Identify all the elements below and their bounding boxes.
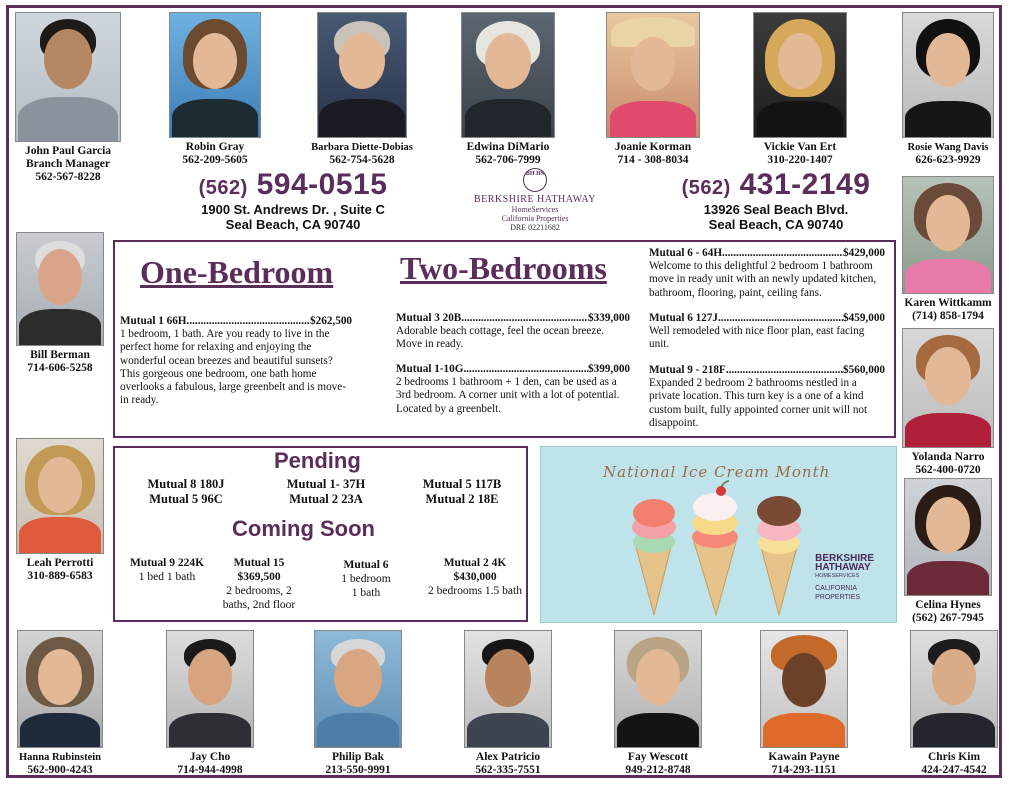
agent-name: Edwina DiMario [466,141,550,153]
agent-card [896,12,1000,167]
agent-photo [166,630,254,748]
agent-name: Rosie Wang Davis [907,142,989,153]
agent-name: Barbara Diette-Dobias [311,142,413,153]
agent-photo [464,630,552,748]
agent-card [610,630,706,777]
agent-photo [614,630,702,748]
listing-description: 2 bedrooms 1 bathroom + 1 den, can be used as a 3rd bedroom. A corner unit with a lot of potential. Located by a greenbelt. [396,376,620,415]
ad-brand-line: BERKSHIRE [815,553,874,564]
agent-phone[interactable]: 562-706-7999 [475,154,541,166]
agent-card [602,12,704,167]
agent-card [896,176,1000,323]
listing-unit: Mutual 9 - 218F [649,364,726,376]
agent-phone[interactable]: 310-889-6583 [27,570,93,582]
coming-soon-item[interactable] [328,558,404,600]
agent-phone[interactable]: 213-550-9991 [325,764,391,776]
coming-soon-desc: 2 bedrooms, 2 baths, 2nd floor [222,585,296,611]
agent-photo [753,12,847,138]
listing[interactable] [649,364,885,430]
agent-name: Chris Kim [927,751,981,763]
agent-name: Karen Wittkamm [904,297,992,309]
logo-name: BERKSHIRE HATHAWAY [473,194,596,205]
agent-card [10,630,110,777]
office-address: 13926 Seal Beach Blvd. [703,202,849,217]
pending-heading: Pending [274,448,361,473]
agent-name: Robin Gray [185,141,245,153]
agent-photo [606,12,700,138]
office-area-code: (562) [681,177,731,199]
coming-soon-price: $430,000 [453,571,497,583]
coming-soon-unit: Mutual 2 4K [443,557,507,569]
agent-photo [314,630,402,748]
agent-photo [760,630,848,748]
agent-phone[interactable]: 714-606-5258 [27,362,93,374]
agent-photo [902,328,994,448]
agent-phone[interactable]: 562-335-7551 [475,764,541,776]
office-2 [662,168,890,232]
agent-name: Bill Berman [30,349,90,361]
logo-seal: BH HS [523,168,547,192]
coming-soon-item[interactable] [124,556,210,584]
agent-card [162,630,258,777]
agent-phone[interactable]: 562-209-5605 [182,154,248,166]
agent-photo [461,12,555,138]
ad-brand-logo [815,554,874,602]
agent-phone[interactable]: (562) 267-7945 [912,612,984,624]
office-phone[interactable]: 594-0515 [256,168,388,201]
listing-price: $262,500 [310,315,352,327]
agent-phone[interactable]: 626-623-9929 [915,154,981,166]
logo-dre: DRE 02211682 [510,223,560,232]
agent-name: Alex Patricio [475,751,541,763]
coming-soon-desc: 2 bedrooms 1.5 bath [428,585,522,597]
agent-phone[interactable]: 562-400-0720 [915,464,981,476]
one-bedroom-heading: One-Bedroom [140,254,334,290]
office-area-code: (562) [198,177,248,199]
listing-unit: Mutual 1 66H [120,315,187,327]
listing-description: Well remodeled with nice floor plan, east facing unit. [649,325,865,351]
agent-card [460,630,556,777]
agent-name: Leah Perrotti [26,557,94,569]
agent-name: Kawain Payne [768,751,840,763]
agent-card [756,630,852,777]
agent-name: Fay Wescott [627,751,689,763]
pending-item[interactable]: Mutual 5 96C [149,492,223,506]
listing-unit: Mutual 3 20B [396,312,462,324]
pending-column [130,477,242,507]
pending-column [406,477,518,507]
ad-brand-line: PROPERTIES [815,594,861,601]
brand-logo [460,168,610,232]
agent-card [906,630,1002,777]
agent-photo [317,12,407,138]
coming-soon-heading: Coming Soon [232,516,375,541]
agent-photo [169,12,261,138]
agent-card [164,12,266,167]
agent-name: Hanna Rubinstein [19,752,101,763]
agent-phone[interactable]: 562-567-8228 [35,171,101,183]
office-phone[interactable]: 431-2149 [739,168,871,201]
two-bedrooms-heading: Two-Bedrooms [400,250,607,286]
listing-unit: Mutual 1-10G [396,363,464,375]
ad-title: National Ice Cream Month [603,463,831,481]
ad-brand-line: HATHAWAY [815,562,871,573]
agent-card [896,328,1000,477]
office-city: Seal Beach, CA 90740 [708,217,844,232]
logo-sub: California Properties [501,214,569,223]
listing[interactable] [120,315,352,407]
agent-name: Vickie Van Ert [763,141,837,153]
agent-phone[interactable]: 310-220-1407 [767,154,833,166]
agent-phone[interactable]: 562-900-4243 [27,764,93,776]
listing-price: $429,000 [843,247,885,259]
agent-name: Celina Hynes [915,599,981,611]
agent-phone[interactable]: 424-247-4542 [921,764,987,776]
ad-brand-line: HOMESERVICES [815,573,860,579]
listing[interactable] [649,312,885,352]
coming-soon-desc: 1 bed 1 bath [138,571,196,583]
office-1 [188,168,398,232]
agent-photo [16,232,104,346]
listing-description: Adorable beach cottage, feel the ocean breeze. Move in ready. [396,325,605,351]
pending-item[interactable]: Mutual 2 18E [425,492,499,506]
listing-price: $399,000 [588,363,630,375]
agent-name: Yolanda Narro [911,451,985,463]
agent-phone[interactable]: 949-212-8748 [625,764,691,776]
pending-item[interactable]: Mutual 8 180J [147,477,225,491]
agent-name: Joanie Korman [614,141,692,153]
coming-soon-desc: 1 bedroom 1 bath [341,573,391,599]
agent-title: Branch Manager [25,158,110,170]
logo-sub: HomeServices [511,205,559,214]
listing-unit: Mutual 6 - 64H [649,247,723,259]
ad-brand-line: CALIFORNIA [815,585,858,592]
agent-phone[interactable]: 714 - 308-8034 [617,154,689,166]
agent-card [14,12,122,184]
listing-description: Expanded 2 bedroom 2 bathrooms nestled in a private location. This turn key is a one of a kind custom built, fully appointed corner unit will not disappoint. [649,377,868,429]
agent-photo [902,12,994,138]
agent-card [310,630,406,777]
listing[interactable] [396,363,630,416]
agent-phone[interactable]: 562-754-5628 [329,154,395,166]
listing-price: $560,000 [843,364,885,376]
listing[interactable] [396,312,630,352]
listing-unit: Mutual 6 127J [649,312,718,324]
listing-description: 1 bedroom, 1 bath. Are you ready to live in the perfect home for relaxing and enjoying the wonderful ocean breezes and beautiful sunsets? This gorgeous one bedroom, one bath home overlooks a fabulous, large greenbelt and is move-in ready. [120,328,346,407]
coming-soon-unit: Mutual 6 [343,559,389,571]
agent-name: John Paul Garcia [24,145,112,157]
pending-item[interactable]: Mutual 5 117B [422,477,502,491]
coming-soon-unit: Mutual 9 224K [129,557,205,569]
agent-card [14,438,106,583]
pending-column [270,477,382,507]
listing-price: $459,000 [843,312,885,324]
agent-photo [910,630,998,748]
listing-description: Welcome to this delightful 2 bedroom 1 bathroom move in ready unit with an newly updated kitchen, bathroom, flooring, paint, ceiling fans. [649,260,877,299]
agent-card [896,478,1000,625]
office-city: Seal Beach, CA 90740 [225,217,361,232]
coming-soon-unit: Mutual 15 [233,557,285,569]
agent-photo [904,478,992,596]
agent-photo [15,12,121,142]
pending-item[interactable]: Mutual 1- 37H [286,477,366,491]
agent-card [310,12,414,167]
pending-item[interactable]: Mutual 2 23A [289,492,363,506]
listing[interactable] [649,247,885,300]
coming-soon-item[interactable] [218,556,300,612]
agent-phone[interactable]: 714-293-1151 [771,764,837,776]
ice-cream-ad[interactable] [540,446,897,623]
coming-soon-item[interactable] [424,556,526,598]
office-address: 1900 St. Andrews Dr. , Suite C [201,202,385,217]
agent-name: Philip Bak [331,751,385,763]
agent-photo [902,176,994,294]
agent-photo [17,630,103,748]
coming-soon-price: $369,500 [237,571,281,583]
agent-card [14,232,106,375]
listing-price: $339,000 [588,312,630,324]
agent-phone[interactable]: (714) 858-1794 [912,310,984,322]
agent-card [750,12,850,167]
agent-card [458,12,558,167]
agent-name: Jay Cho [189,751,231,763]
agent-photo [16,438,104,554]
agent-phone[interactable]: 714-944-4998 [177,764,243,776]
